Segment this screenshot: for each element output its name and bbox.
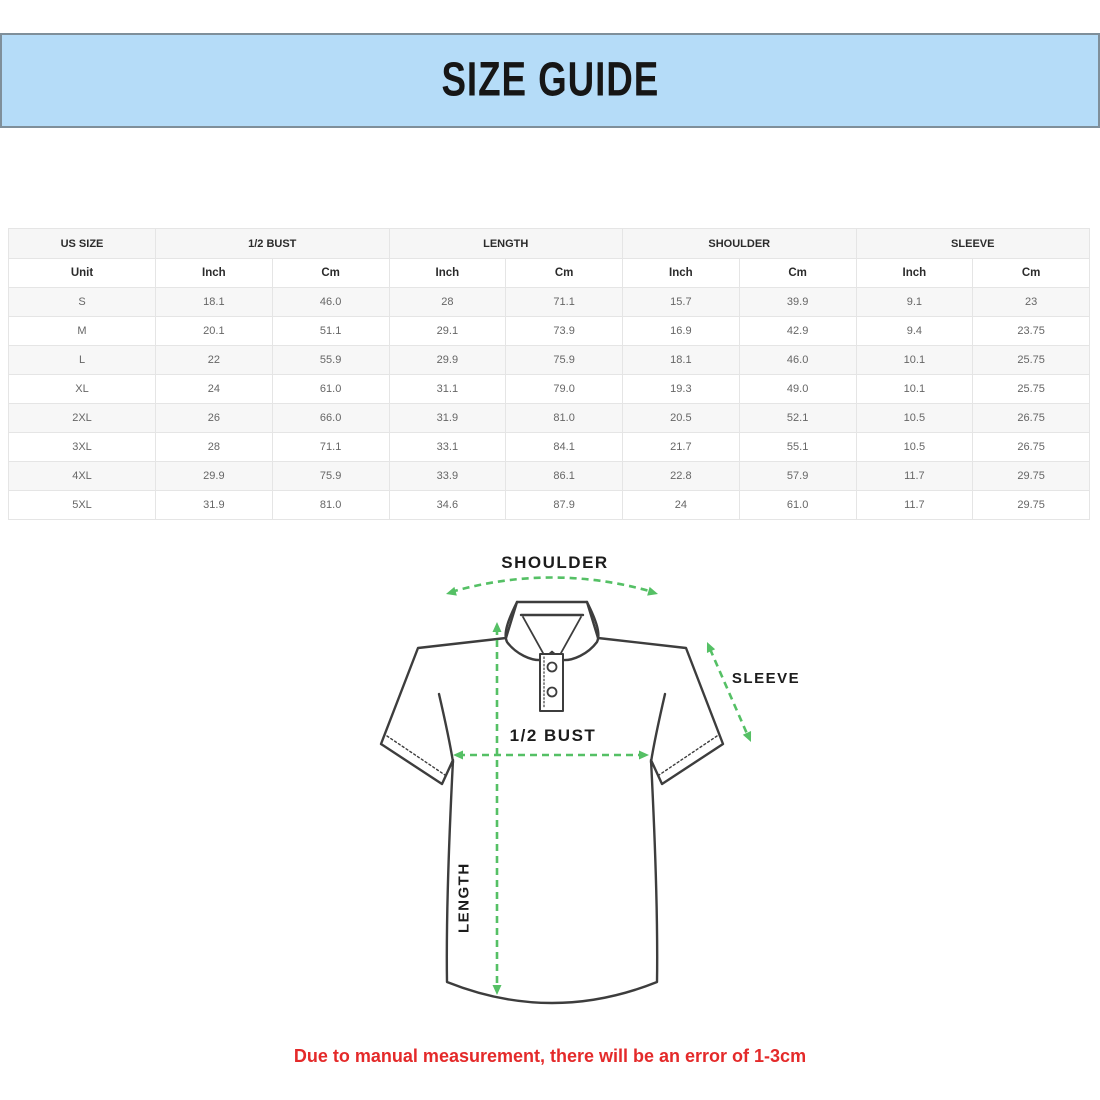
- measurement-cell: 31.9: [156, 491, 273, 520]
- measurement-cell: 79.0: [506, 375, 623, 404]
- table-group-header-row: [9, 229, 1090, 259]
- measurement-cell: 81.0: [272, 491, 389, 520]
- measurement-cell: 29.1: [389, 317, 506, 346]
- measurement-cell: 87.9: [506, 491, 623, 520]
- measurement-cell: 22.8: [623, 462, 740, 491]
- measurement-cell: 15.7: [623, 288, 740, 317]
- column-group-header: SHOULDER: [623, 229, 857, 259]
- measurement-cell: 25.75: [973, 375, 1090, 404]
- measurement-cell: 33.9: [389, 462, 506, 491]
- measurement-cell: 84.1: [506, 433, 623, 462]
- column-group-header: SLEEVE: [856, 229, 1090, 259]
- column-group-header: US SIZE: [9, 229, 156, 259]
- measurement-cell: 16.9: [623, 317, 740, 346]
- measurement-cell: 20.1: [156, 317, 273, 346]
- measurement-cell: 66.0: [272, 404, 389, 433]
- measurement-cell: 23.75: [973, 317, 1090, 346]
- measurement-cell: 28: [389, 288, 506, 317]
- measurement-cell: 49.0: [739, 375, 856, 404]
- measurement-cell: 42.9: [739, 317, 856, 346]
- measurement-cell: 39.9: [739, 288, 856, 317]
- measurement-cell: 18.1: [156, 288, 273, 317]
- column-group-header: 1/2 BUST: [156, 229, 390, 259]
- size-guide-banner: [0, 33, 1100, 128]
- measurement-cell: 22: [156, 346, 273, 375]
- table-row: [9, 288, 1090, 317]
- table-row: [9, 404, 1090, 433]
- measurement-cell: 55.9: [272, 346, 389, 375]
- measurement-cell: 46.0: [739, 346, 856, 375]
- unit-header-cell: Cm: [506, 259, 623, 288]
- measurement-cell: 71.1: [506, 288, 623, 317]
- measurement-cell: 11.7: [856, 462, 973, 491]
- polo-shirt-diagram: [365, 548, 805, 1023]
- size-cell: L: [9, 346, 156, 375]
- measurement-cell: 46.0: [272, 288, 389, 317]
- measurement-cell: 20.5: [623, 404, 740, 433]
- table-row: [9, 491, 1090, 520]
- measurement-cell: 29.9: [389, 346, 506, 375]
- size-cell: 5XL: [9, 491, 156, 520]
- unit-header-cell: Inch: [389, 259, 506, 288]
- measurement-cell: 61.0: [739, 491, 856, 520]
- measurement-cell: 25.75: [973, 346, 1090, 375]
- measurement-cell: 31.1: [389, 375, 506, 404]
- measurement-cell: 55.1: [739, 433, 856, 462]
- table-row: [9, 317, 1090, 346]
- measurement-cell: 73.9: [506, 317, 623, 346]
- half-bust-label: 1/2 BUST: [509, 726, 597, 745]
- size-cell: 2XL: [9, 404, 156, 433]
- measurement-cell: 52.1: [739, 404, 856, 433]
- measurement-cell: 24: [623, 491, 740, 520]
- shoulder-label: SHOULDER: [501, 553, 609, 572]
- measurement-cell: 71.1: [272, 433, 389, 462]
- size-table: [8, 228, 1090, 520]
- measurement-cell: 29.75: [973, 491, 1090, 520]
- measurement-cell: 29.75: [973, 462, 1090, 491]
- table-row: [9, 433, 1090, 462]
- measurement-cell: 26.75: [973, 404, 1090, 433]
- measurement-cell: 34.6: [389, 491, 506, 520]
- measurement-cell: 10.1: [856, 346, 973, 375]
- measurement-cell: 10.5: [856, 404, 973, 433]
- measurement-diagram: [365, 548, 805, 1023]
- measurement-cell: 75.9: [506, 346, 623, 375]
- size-cell: 3XL: [9, 433, 156, 462]
- unit-header-cell: Cm: [739, 259, 856, 288]
- table-unit-header-row: [9, 259, 1090, 288]
- measurement-cell: 26: [156, 404, 273, 433]
- table-row: [9, 462, 1090, 491]
- measurement-cell: 33.1: [389, 433, 506, 462]
- measurement-cell: 10.1: [856, 375, 973, 404]
- shoulder-arrow: [451, 578, 653, 593]
- measurement-cell: 57.9: [739, 462, 856, 491]
- measurement-cell: 28: [156, 433, 273, 462]
- measurement-cell: 19.3: [623, 375, 740, 404]
- column-group-header: LENGTH: [389, 229, 623, 259]
- measurement-cell: 21.7: [623, 433, 740, 462]
- measurement-cell: 29.9: [156, 462, 273, 491]
- measurement-cell: 75.9: [272, 462, 389, 491]
- measurement-cell: 86.1: [506, 462, 623, 491]
- page-title: SIZE GUIDE: [441, 53, 659, 107]
- measurement-cell: 23: [973, 288, 1090, 317]
- size-cell: M: [9, 317, 156, 346]
- unit-header-cell: Cm: [973, 259, 1090, 288]
- size-cell: S: [9, 288, 156, 317]
- measurement-cell: 9.1: [856, 288, 973, 317]
- sleeve-label: SLEEVE: [731, 670, 801, 687]
- length-label: LENGTH: [455, 862, 473, 934]
- table-row: [9, 375, 1090, 404]
- polo-shirt-outline: [381, 602, 723, 1003]
- measurement-cell: 18.1: [623, 346, 740, 375]
- measurement-cell: 10.5: [856, 433, 973, 462]
- unit-header-cell: Inch: [156, 259, 273, 288]
- measurement-cell: 31.9: [389, 404, 506, 433]
- measurement-cell: 11.7: [856, 491, 973, 520]
- measurement-cell: 51.1: [272, 317, 389, 346]
- unit-header-cell: Unit: [9, 259, 156, 288]
- measurement-error-note: Due to manual measurement, there will be an error of 1-3cm: [293, 1046, 807, 1066]
- measurement-cell: 26.75: [973, 433, 1090, 462]
- size-cell: 4XL: [9, 462, 156, 491]
- measurement-cell: 61.0: [272, 375, 389, 404]
- measurement-cell: 81.0: [506, 404, 623, 433]
- measurement-cell: 24: [156, 375, 273, 404]
- unit-header-cell: Cm: [272, 259, 389, 288]
- unit-header-cell: Inch: [856, 259, 973, 288]
- table-row: [9, 346, 1090, 375]
- unit-header-cell: Inch: [623, 259, 740, 288]
- size-cell: XL: [9, 375, 156, 404]
- measurement-cell: 9.4: [856, 317, 973, 346]
